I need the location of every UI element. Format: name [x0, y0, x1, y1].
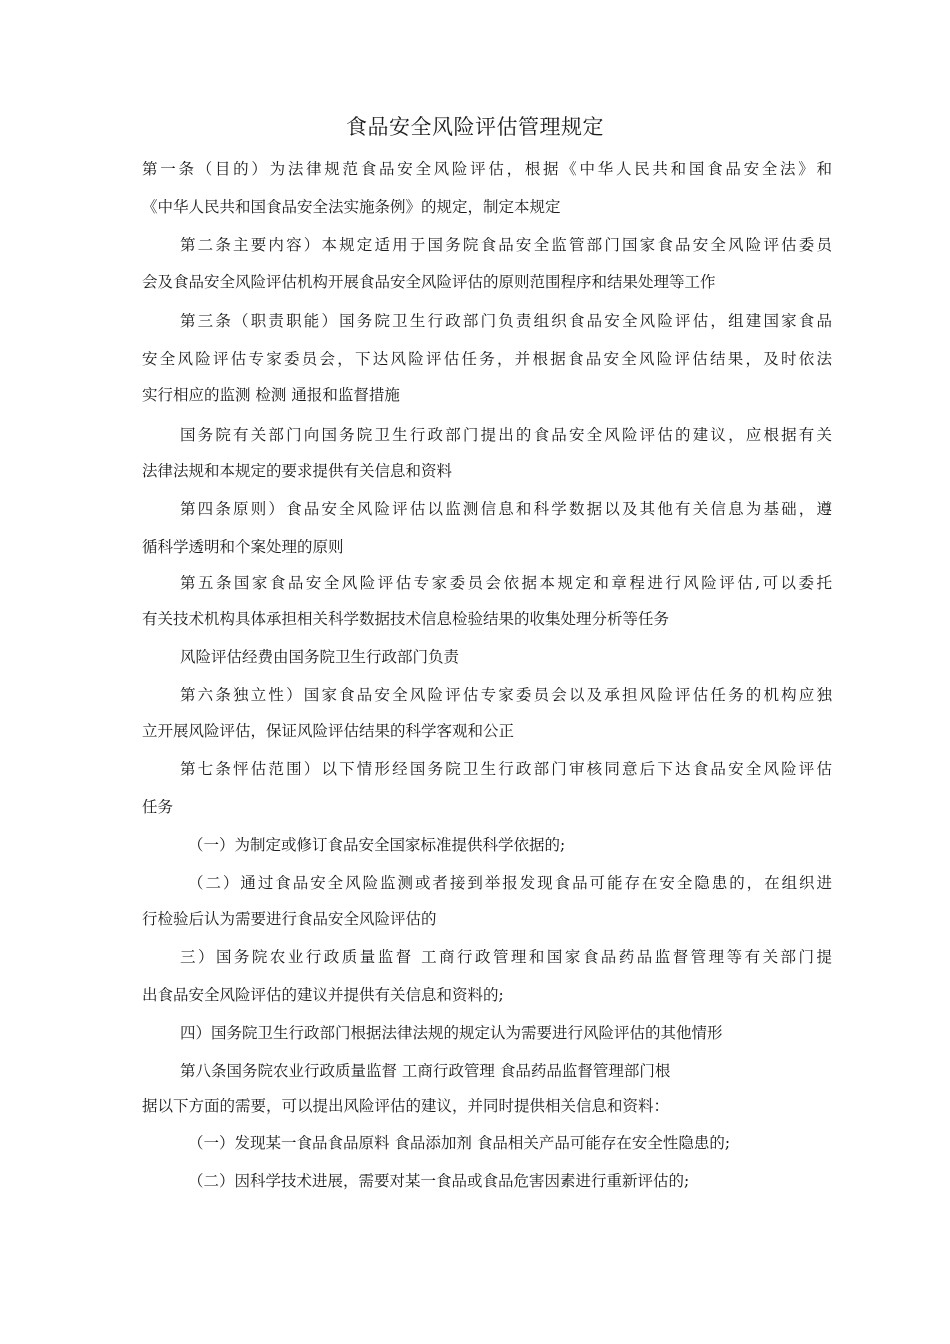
- text-line: （一）发现某一食品食品原料 食品添加剂 食品相关产品可能存在安全性隐患的;: [188, 1134, 731, 1152]
- text-line: 法律法规和本规定的要求提供有关信息和资料: [142, 462, 453, 480]
- text-line: 第四条原则）食品安全风险评估以监测信息和科学数据以及其他有关信息为基础，遵: [180, 500, 832, 518]
- text-line: （一）为制定或修订食品安全国家标准提供科学依据的;: [188, 836, 566, 854]
- text-line: 三）国务院农业行政质量监督 工商行政管理和国家食品药品监督管理等有关部门提: [180, 948, 832, 966]
- text-line: 循科学透明和个案处理的原则: [142, 538, 344, 556]
- text-line: 行检验后认为需要进行食品安全风险评估的: [142, 910, 437, 928]
- document-title: 食品安全风险评估管理规定: [346, 115, 604, 139]
- text-line: 四）国务院卫生行政部门根据法律法规的规定认为需要进行风险评估的其他情形: [180, 1024, 723, 1042]
- text-line: （二）因科学技术进展，需要对某一食品或食品危害因素进行重新评估的;: [188, 1172, 690, 1190]
- text-line: 第三条（职责职能）国务院卫生行政部门负责组织食品安全风险评估，组建国家食品: [180, 312, 832, 330]
- text-line: 国务院有关部门向国务院卫生行政部门提出的食品安全风险评估的建议，应根据有关: [180, 426, 832, 444]
- text-line: 有关技术机构具体承担相关科学数据技术信息检验结果的收集处理分析等任务: [142, 610, 670, 628]
- text-line: 第一条（目的）为法律规范食品安全风险评估，根据《中华人民共和国食品安全法》和: [142, 160, 832, 178]
- text-line: 出食品安全风险评估的建议并提供有关信息和资料的;: [142, 986, 504, 1004]
- text-line: 据以下方面的需要，可以提出风险评估的建议，并同时提供相关信息和资料：: [142, 1097, 670, 1115]
- text-line: （二）通过食品安全风险监测或者接到举报发现食品可能存在安全隐患的，在组织进: [188, 874, 832, 892]
- text-line: 立开展风险评估，保证风险评估结果的科学客观和公正: [142, 722, 515, 740]
- text-line: 《中华人民共和国食品安全法实施条例》的规定，制定本规定: [142, 198, 561, 216]
- text-line: 任务: [142, 798, 174, 816]
- text-line: 第七条怦估范围）以下情形经国务院卫生行政部门审核同意后下达食品安全风险评估: [180, 760, 832, 778]
- text-line: 第八条国务院农业行政质量监督 工商行政管理 食品药品监督管理部门根: [180, 1062, 671, 1080]
- text-line: 第五条国家食品安全风险评估专家委员会依据本规定和章程进行风险评估,可以委托: [180, 574, 832, 592]
- text-line: 会及食品安全风险评估机构开展食品安全风险评估的原则范围程序和结果处理等工作: [142, 273, 716, 291]
- text-line: 实行相应的监测 检测 通报和监督措施: [142, 386, 400, 404]
- text-line: 第二条主要内容）本规定适用于国务院食品安全监管部门国家食品安全风险评估委员: [180, 236, 832, 254]
- text-line: 第六条独立性）国家食品安全风险评估专家委员会以及承担风险评估任务的机构应独: [180, 686, 832, 704]
- text-line: 风险评估经费由国务院卫生行政部门负责: [180, 648, 460, 666]
- text-line: 安全风险评估专家委员会，下达风险评估任务，并根据食品安全风险评估结果，及时依法: [142, 350, 832, 368]
